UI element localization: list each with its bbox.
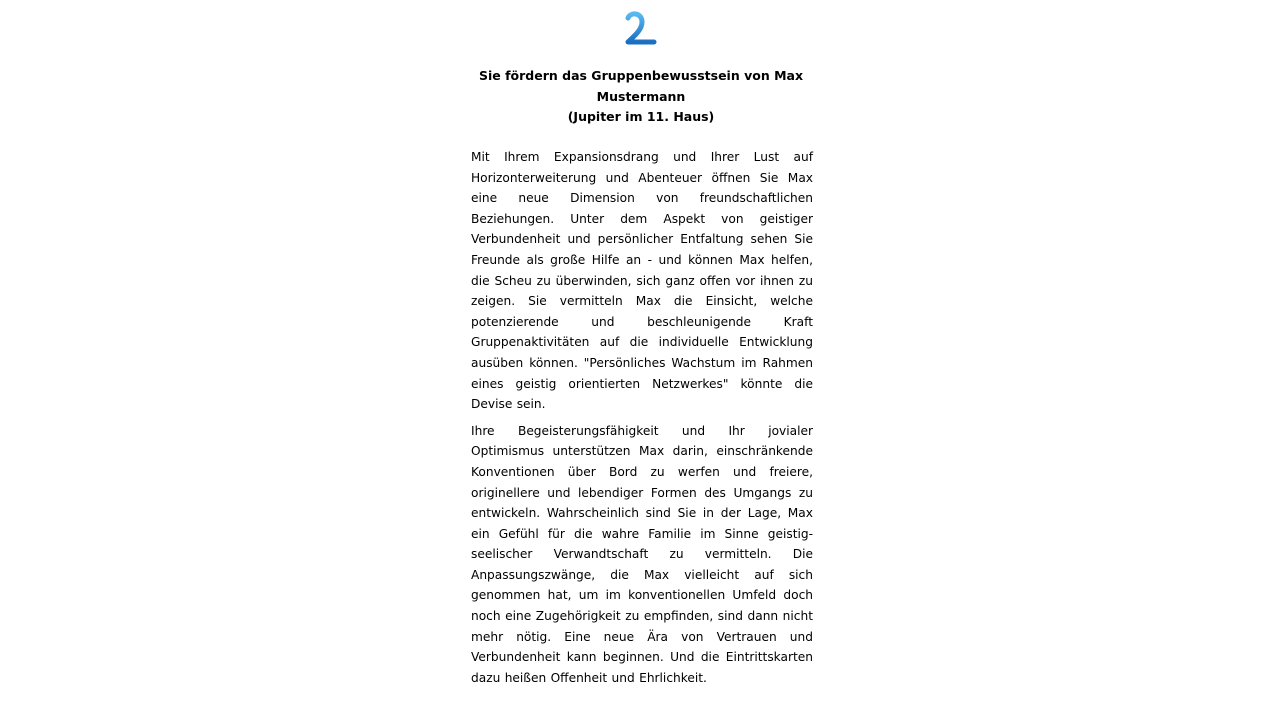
- jupiter-symbol-icon: [620, 10, 664, 58]
- title-subline: (Jupiter im 11. Haus): [567, 109, 715, 124]
- paragraph: Mit Ihrem Expansionsdrang und Ihrer Lust auf Horizonterweiterung und Abenteuer öffnen Sie Max eine neue Dimension von freundschaftlichen Beziehungen. Unter dem Aspekt von geistiger Verbundenheit und persönlicher Entfaltung sehen Sie Freunde als große Hilfe an - und können Max helfen, die Scheu zu überwinden, sich ganz offen vor ihnen zu zeigen. Sie vermitteln Max die Einsicht, welche potenzierende und beschleunigende Kraft Gruppenaktivitäten auf die individuelle Entwicklung ausüben können. "Persönliches Wachstum im Rahmen eines geistig orientierten Netzwerkes" könnte die Devise sein.: [471, 150, 813, 412]
- page-title: [460, 66, 822, 128]
- interpretation-text: [471, 147, 813, 694]
- title-line: Sie fördern das Gruppenbewusstsein von Max Mustermann: [478, 68, 804, 104]
- paragraph: Ihre Begeisterungsfähigkeit und Ihr jovialer Optimismus unterstützen Max darin, einschränkende Konventionen über Bord zu werfen und freiere, originellere und lebendiger Formen des Umgangs zu entwickeln. Wahrscheinlich sind Sie in der Lage, Max ein Gefühl für die wahre Familie im Sinne geistig-seelischer Verwandtschaft zu vermitteln. Die Anpassungszwänge, die Max vielleicht auf sich genommen hat, um im konventionellen Umfeld doch noch eine Zugehörigkeit zu empfinden, sind dann nicht mehr nötig. Eine neue Ära von Vertrauen und Verbundenheit kann beginnen. Und die Eintrittskarten dazu heißen Offenheit und Ehrlichkeit.: [471, 423, 813, 685]
